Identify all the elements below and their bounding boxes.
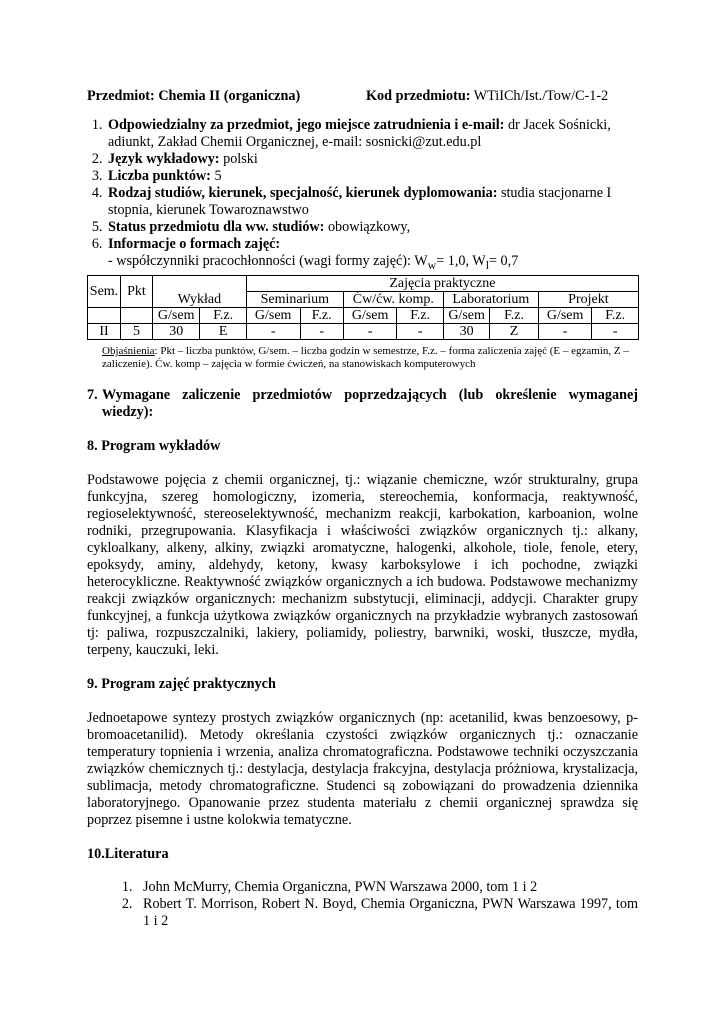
header-lab: Laboratorium: [443, 291, 538, 307]
subheader-gsem: G/sem: [343, 307, 397, 323]
legend-label: Objaśnienia: [102, 344, 155, 357]
info-item-points: [106, 168, 638, 185]
table-cell: II: [88, 323, 121, 339]
subheader-fz: F.z.: [490, 307, 538, 323]
table-cell: -: [300, 323, 343, 339]
course-header: [87, 88, 638, 105]
subject-label: Przedmiot:: [87, 88, 155, 104]
table-legend: [102, 345, 638, 371]
section-8-number: 8.: [87, 437, 98, 454]
section-8-text: Podstawowe pojęcia z chemii organicznej, tj.: wiązanie chemiczne, wzór strukturalny, grupa funkcyjna, szereg homologiczny, izomeria, stereochemia, konformacja, reaktywność, regioselektywność, stereoselektywność, mechanizm reakcji, karbokation, karboanion, wolne rodniki, przegrupowania. Klasyfikacja i właściwości związków organicznych tj.: alkany, cykloalkany, alkeny, alkiny, związki aromatyczne, halogenki, alkohole, tiole, fenole, etery, epoksydy, aminy, aldehydy, ketony, kwasy karboksylowe i ich pochodne, związki heterocykliczne. Reaktywność związków organicznych a ich budowa. Podstawowe mechanizmy reakcji związków organicznych: mechanizm substytucji, eliminacji, addycji. Charakter grupy funkcyjnej, a funkcja użytkowa związków organicznych na przykładzie wybranych zastosowań tj: paliwa, rozpuszczalniki, lakiery, poliamidy, poliestry, barwniki, woski, tłuszcze, mydła, terpeny, kauczuki, leki.: [87, 471, 638, 658]
info-label-points: Liczba punktów:: [108, 168, 211, 184]
table-cell: 30: [152, 323, 199, 339]
list-item: 2. Robert T. Morrison, Robert N. Boyd, Chemia Organiczna, PWN Warszawa 1997, tom 1 i 2: [136, 896, 638, 930]
table-cell: 30: [443, 323, 489, 339]
info-value-language: polski: [223, 151, 258, 167]
info-label-study-type: Rodzaj studiów, kierunek, specjalność, kierunek dyplomowania:: [108, 185, 498, 201]
section-7-title: Wymagane zaliczenie przedmiotów poprzedzających (lub określenie wymaganej wiedzy):: [102, 386, 638, 420]
subheader-fz: F.z.: [300, 307, 343, 323]
subject-value: Chemia II (organiczna): [158, 88, 301, 104]
info-value-points: 5: [214, 168, 222, 184]
weight-w-sub: w: [427, 257, 437, 272]
weight-w-value: = 1,0, W: [436, 253, 486, 269]
info-label-language: Język wykładowy:: [108, 151, 220, 167]
info-value-status: obowiązkowy,: [327, 219, 411, 235]
subheader-fz: F.z.: [397, 307, 443, 323]
info-label-responsible: Odpowiedzialny za przedmiot, jego miejsce zatrudnienia i e-mail:: [108, 117, 505, 133]
subheader-fz: F.z.: [592, 307, 639, 323]
table-cell: Z: [490, 323, 538, 339]
code-value: WTiICh/Ist./Tow/C-1-2: [473, 88, 609, 104]
list-item: 1. John McMurry, Chemia Organiczna, PWN Warszawa 2000, tom 1 i 2: [136, 879, 638, 896]
section-9-title: Program zajęć praktycznych: [101, 675, 276, 692]
classes-table: [87, 275, 639, 340]
header-pkt: Pkt: [121, 275, 153, 307]
header-sem: Sem.: [88, 275, 121, 307]
document-page: [87, 88, 638, 930]
literature-list: [87, 879, 638, 930]
info-item-forms: [106, 236, 638, 274]
section-9-number: 9.: [87, 675, 98, 692]
legend-text: : Pkt – liczba punktów, G/sem. – liczba godzin w semestrze, F.z. – forma zaliczenia zajęć (E – egzamin, Z – zaliczenie). Ćw. komp – zajęcia w formie ćwiczeń, na stanowiskach komputerowych: [102, 344, 629, 370]
section-9-text: Jednoetapowe syntezy prostych związków organicznych (np: acetanilid, kwas benzoesowy, p-bromoacetanilid). Metody określania czystości związków organicznych tj.: oznaczanie temperatury topnienia i wrzenia, analiza chromatograficzna. Podstawowe techniki oczyszczania związków chemicznych tj.: destylacja, destylacja frakcyjna, destylacja próżniowa, krystalizacja, sublimacja, metody chromatograficzne. Studenci są zobowiązani do prowadzenia dziennika laboratoryjnego. Opanowanie przez studenta materiału z chemii organicznej sprawdza się poprzez pisemne i ustne kolokwia tematyczne.: [87, 709, 638, 828]
header-cw: Ćw/ćw. komp.: [343, 291, 443, 307]
table-row: [88, 323, 639, 339]
section-7-heading: [87, 387, 638, 421]
subheader-blank: [121, 307, 153, 323]
section-8-title: Program wykładów: [101, 437, 221, 454]
code-label: Kod przedmiotu:: [366, 88, 471, 104]
course-subject: [87, 88, 366, 105]
course-code: [366, 88, 608, 105]
header-projekt: Projekt: [538, 291, 638, 307]
section-7-number: 7.: [87, 386, 98, 403]
info-value-responsible: dr Jacek Sośnicki, adiunkt, Zakład Chemii Organicznej, e-mail: sosnicki@zut.edu.pl: [108, 117, 611, 150]
info-value-study-type: studia stacjonarne I stopnia, kierunek Towaroznawstwo: [108, 185, 612, 218]
subheader-fz: F.z.: [200, 307, 246, 323]
weights-prefix: - współczynniki pracochłonności (wagi formy zajęć): W: [108, 253, 428, 269]
table-cell: -: [343, 323, 397, 339]
header-seminarium: Seminarium: [246, 291, 343, 307]
section-10-heading: 10.Literatura: [87, 845, 169, 862]
info-label-status: Status przedmiotu dla ww. studiów:: [108, 219, 325, 235]
info-item-study-type: [106, 185, 638, 219]
header-wyklad: Wykład: [152, 275, 246, 307]
header-zajecia: Zajęcia praktyczne: [246, 275, 638, 291]
weight-l-value: = 0,7: [489, 253, 519, 269]
weights-line: [108, 253, 519, 272]
subheader-blank: [88, 307, 121, 323]
section-8-heading: [87, 438, 638, 455]
subheader-gsem: G/sem: [152, 307, 199, 323]
info-label-forms: Informacje o formach zajęć:: [108, 236, 281, 252]
section-9-heading: [87, 676, 638, 693]
course-info-list: [87, 117, 638, 274]
info-item-responsible: [106, 117, 638, 151]
subheader-gsem: G/sem: [246, 307, 300, 323]
weight-l-sub: l: [485, 257, 489, 272]
table-cell: -: [592, 323, 639, 339]
table-cell: -: [246, 323, 300, 339]
table-cell: E: [200, 323, 246, 339]
subheader-gsem: G/sem: [538, 307, 592, 323]
table-cell: -: [538, 323, 592, 339]
info-item-language: [106, 151, 638, 168]
subheader-gsem: G/sem: [443, 307, 489, 323]
info-item-status: [106, 219, 638, 236]
table-cell: 5: [121, 323, 153, 339]
table-cell: -: [397, 323, 443, 339]
